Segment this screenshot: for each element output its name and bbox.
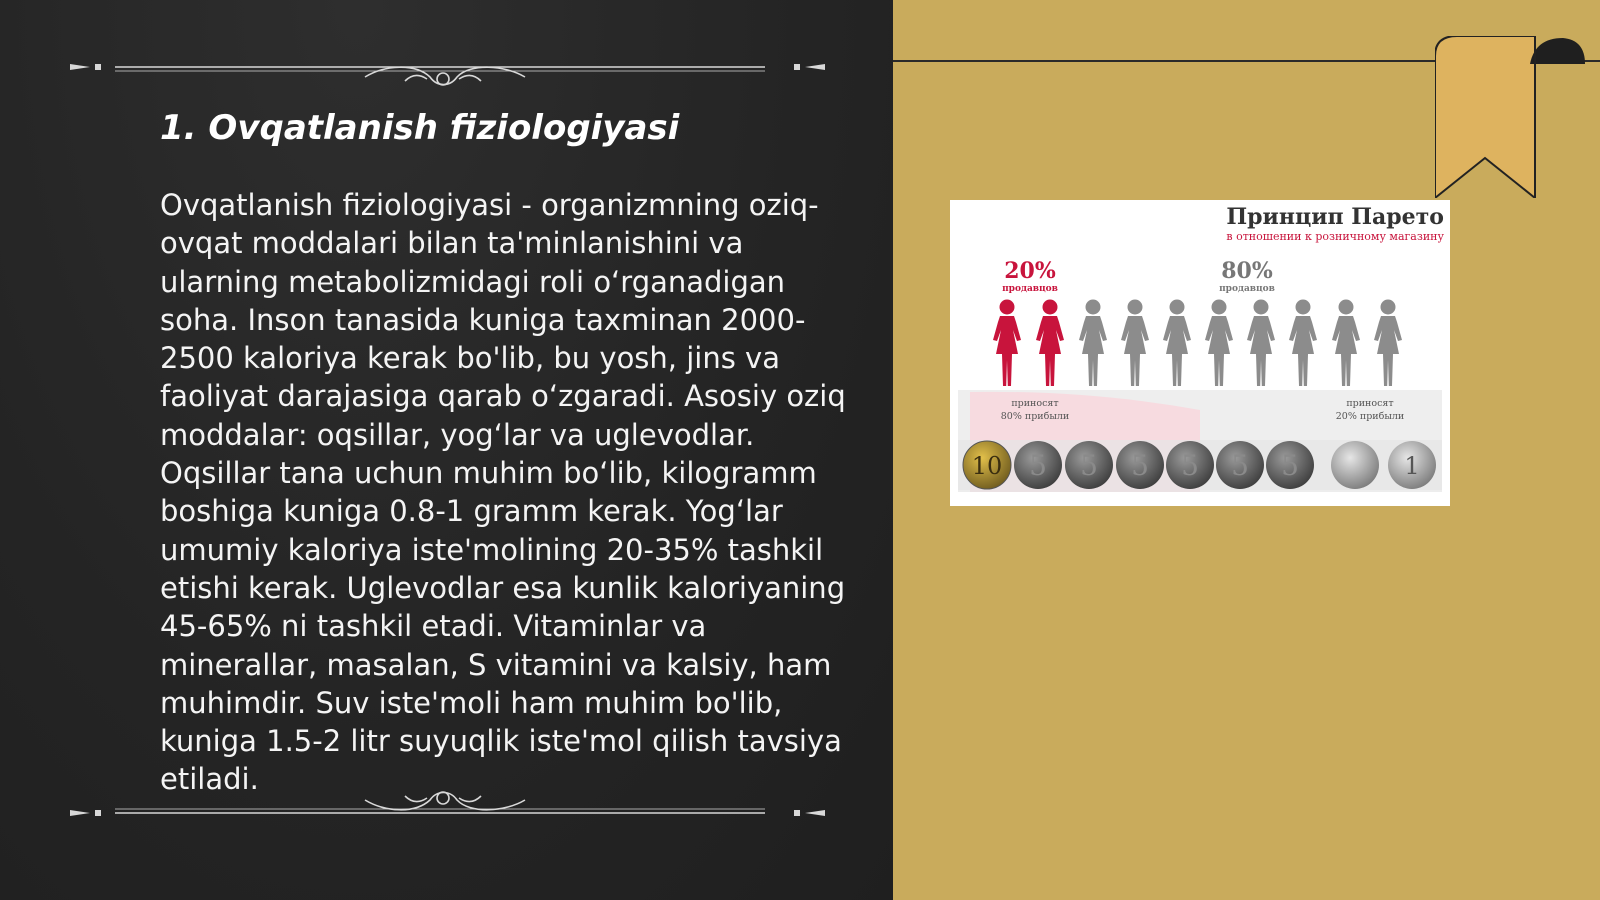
- coins-row: [963, 441, 1436, 489]
- slide-body-text: Ovqatlanish fiziologiyasi - organizmning oziq-ovqat moddalari bilan ta'minlanishini va ularning metabolizmidagi roli o‘rganadigan soha. Inson tanasida kuniga taxminan 2000-2500 kaloriya kerak bo'lib, bu yosh, jins va faoliyat darajasiga qarab o‘zgaradi. Asosiy oziq moddalar: oqsillar, yog‘lar va uglevodlar. Oqsillar tana uchun muhim bo‘lib, kilogramm boshiga kuniga 0.8-1 gramm kerak. Yog‘lar umumiy kaloriya iste'molining 20-35% tashkil etishi kerak. Uglevodlar esa kunlik kaloriyaning 45-65% ni tashkil etadi. Vitaminlar va minerallar, masalan, S vitamini va kalsiy, ham muhimdir. Suv iste'moli ham muhim bo'lib, kuniga 1.5-2 litr suyuqlik iste'mol qilish tavsiya etiladi.: [160, 188, 846, 797]
- svg-text:5: 5: [1181, 449, 1199, 482]
- infographic-subtitle: в отношении к розничному магазину: [1226, 230, 1444, 243]
- pareto-principle-infographic: [950, 200, 1450, 506]
- svg-text:1: 1: [1404, 452, 1420, 480]
- bottom-divider-ornament: [65, 790, 830, 830]
- svg-text:5: 5: [1029, 449, 1047, 482]
- right-caption-line-1: приносят: [1346, 398, 1394, 409]
- svg-text:10: 10: [971, 452, 1003, 480]
- left-caption-line-1: приносят: [1011, 398, 1059, 409]
- right-percent: 80%: [1221, 258, 1273, 284]
- left-percent-label: продавцов: [1002, 284, 1058, 294]
- left-caption-line-2: 80% прибыли: [1000, 411, 1070, 422]
- slide-title: 1. Ovqatlanish fiziologiyasi: [160, 108, 680, 148]
- left-percent: 20%: [1004, 258, 1056, 284]
- bookmark-ribbon-icon: [1435, 36, 1585, 198]
- svg-text:5: 5: [1080, 449, 1098, 482]
- right-percent-label: продавцов: [1219, 284, 1275, 294]
- top-divider-ornament: [65, 47, 830, 87]
- infographic-title: Принцип Парето: [1226, 204, 1444, 230]
- svg-text:5: 5: [1231, 449, 1249, 482]
- svg-text:5: 5: [1131, 449, 1149, 482]
- svg-text:5: 5: [1281, 449, 1299, 482]
- right-caption-line-2: 20% прибыли: [1335, 411, 1405, 422]
